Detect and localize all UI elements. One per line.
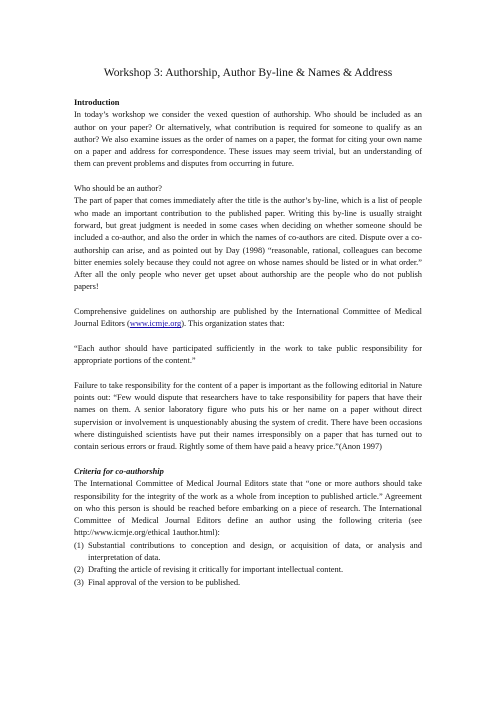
list-item bbox=[74, 540, 422, 565]
list-item bbox=[74, 577, 422, 589]
who-heading: Who should be an author? bbox=[74, 184, 162, 194]
list-item-text: Substantial contributions to conception and design, or acquisition of data, or analysis and interpretation of data. bbox=[88, 540, 422, 562]
list-item-text: Drafting the article of revising it critically for important intellectual content. bbox=[88, 565, 344, 575]
criteria-list bbox=[74, 540, 422, 589]
failure-paragraph: Failure to take responsibility for the content of a paper is important as the following editorial in Nature points out: “Few would dispute that researchers have to take responsibility for papers that have their names on them. A senior laboratory figure who puts his or her name on a paper without direct supervision or involvement is unquestionably abusing the system of credit. There have been occasions where distinguished scientists have put their names irresponsibly on a paper that has turned out to contain serious errors or fraud. Rightly some of them have paid a heavy price.”(Anon 1997) bbox=[74, 380, 422, 452]
criteria-heading: Criteria for co-authorship bbox=[74, 466, 164, 476]
who-paragraph: The part of paper that comes immediately after the title is the author’s by-line, which is a list of people who made an important contribution to the published paper. Writing this by-line is usually straight forward, but great judgment is needed in some cases when deciding on whether someone should be included a co-author, and also the order in which the names of co-authors are cited. Dispute over a co-authorship can arise, and as pointed out by Day (1998) “reasonable, rational, colleagues can become bitter enemies solely because they could not agree on whose names should be listed or in what order.” After all the only people who never get upset about authorship are the people who do not publish papers! bbox=[74, 196, 422, 292]
list-item bbox=[74, 564, 422, 576]
icmje-link[interactable]: www.icmje.org bbox=[129, 319, 182, 329]
criteria-paragraph: The International Committee of Medical Journal Editors state that “one or more authors should take responsibility for the integrity of the work as a whole from inception to published article.” Agreement on who this person is should be reached before embarking on a piece of research. The International Committee of Medical Journal Editors define an author using the following criteria (see http://www.icmje.org/ethical 1author.html): bbox=[74, 479, 422, 538]
quote-paragraph: “Each author should have participated sufficiently in the work to take public responsibility for appropriate portions of the content.” bbox=[74, 343, 422, 366]
guidelines-paragraph bbox=[74, 306, 422, 331]
document-page bbox=[74, 66, 422, 589]
guidelines-text-after: ). This organization states that: bbox=[181, 319, 285, 329]
document-title: Workshop 3: Authorship, Author By-line & Names & Address bbox=[103, 66, 393, 79]
guidelines-text-before: Comprehensive guidelines on authorship are published by the International Committee of Medical Journal Editors ( bbox=[74, 307, 422, 329]
spacer bbox=[74, 454, 422, 466]
intro-paragraph: In today’s workshop we consider the vexed question of authorship. Who should be included as an author on your paper? Or alternatively, what contribution is required for someone to qualify as an author? We also examine issues as the order of names on a paper, the format for citing your own name on a paper and address for correspondence. These issues may seem trivial, but an understanding of them can prevent problems and disputes from occurring in future. bbox=[74, 110, 422, 169]
spacer bbox=[74, 331, 422, 343]
spacer bbox=[74, 171, 422, 183]
intro-heading: Introduction bbox=[74, 98, 120, 107]
list-item-number: (2) bbox=[74, 565, 84, 575]
list-item-number: (1) bbox=[74, 540, 84, 550]
list-item-number: (3) bbox=[74, 577, 84, 587]
spacer bbox=[74, 368, 422, 380]
list-item-text: Final approval of the version to be published. bbox=[88, 577, 241, 587]
spacer bbox=[74, 294, 422, 306]
